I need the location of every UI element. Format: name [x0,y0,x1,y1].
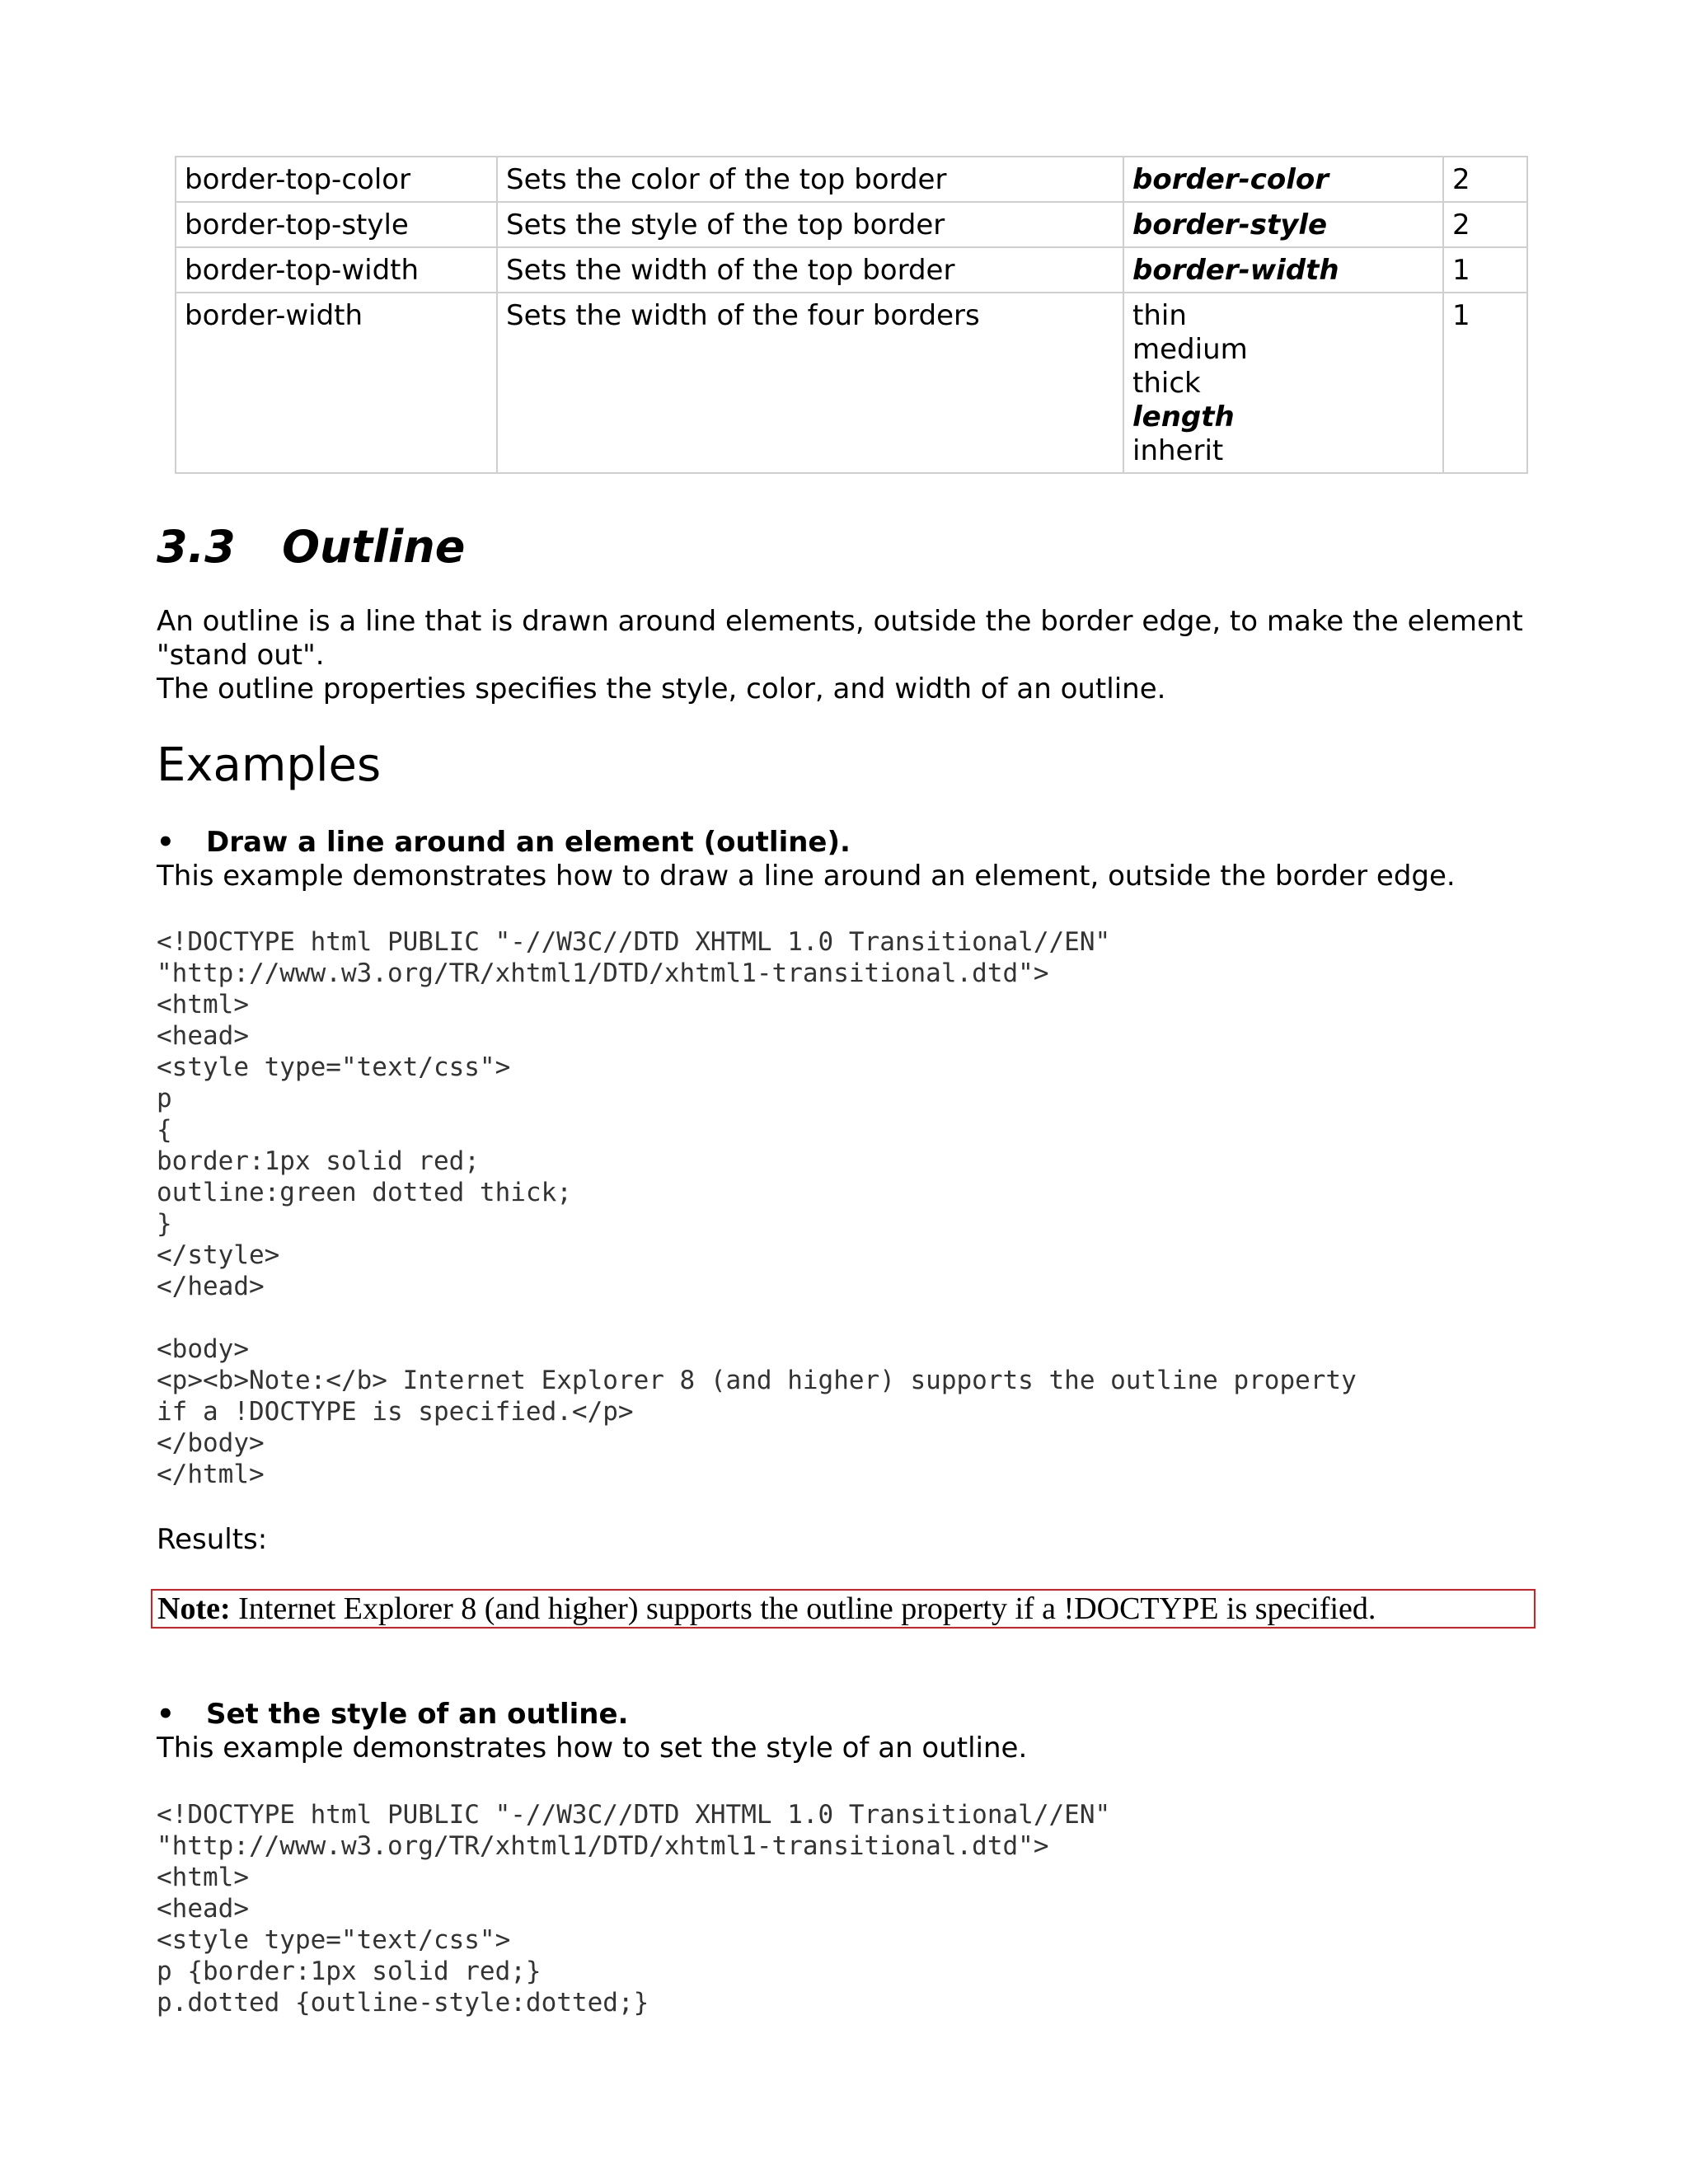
section-intro [157,605,1541,706]
css-properties-table [175,156,1528,474]
intro-paragraph: The outline properties specifies the style, color, and width of an outline. [157,673,1166,705]
value-item: medium [1132,333,1248,366]
value-item: thick [1132,367,1201,400]
values-cell: border-color [1123,157,1443,202]
property-cell: border-top-width [176,247,497,293]
example-description: This example demonstrates how to set the style of an outline. [157,1732,1028,1765]
values-cell: border-width [1123,247,1443,293]
section-title: Outline [282,521,466,573]
css-version-cell: 1 [1443,247,1527,293]
result-bold-label: Note: [157,1591,231,1626]
property-cell: border-width [176,293,497,473]
bullet-icon: • [157,826,175,859]
rendered-result [151,1589,1536,1629]
property-cell: border-top-style [176,202,497,247]
description-cell: Sets the style of the top border [497,202,1123,247]
table-row [176,157,1527,202]
values-cell: border-style [1123,202,1443,247]
examples-heading: Examples [157,738,382,792]
table-row [176,202,1527,247]
example-title [157,1698,628,1731]
values-cell [1123,293,1443,473]
table-row [176,247,1527,293]
intro-paragraph: An outline is a line that is drawn around elements, outside the border edge, to make the element "stand out". [157,605,1523,672]
property-cell: border-top-color [176,157,497,202]
example-description: This example demonstrates how to draw a line around an element, outside the border edge. [157,860,1456,893]
css-version-cell: 1 [1443,293,1527,473]
section-number: 3.3 [157,521,236,573]
table-row [176,293,1527,473]
result-text: Internet Explorer 8 (and higher) supports the outline property if a !DOCTYPE is specified. [230,1591,1376,1626]
section-heading [157,521,465,573]
example-title [157,826,851,859]
example-title-text: Draw a line around an element (outline). [206,826,851,859]
code-block: <!DOCTYPE html PUBLIC "-//W3C//DTD XHTML 1.0 Transitional//EN" "http://www.w3.org/TR/xhtml1/DTD/xhtml1-transitional.dtd"> <html> <head> <style type="text/css"> p {border:1px solid red;} p.dotted {outline-style:dotted;} [157,1800,1111,2018]
value-item: inherit [1132,434,1224,467]
results-label: Results: [157,1523,268,1556]
description-cell: Sets the color of the top border [497,157,1123,202]
code-block: <!DOCTYPE html PUBLIC "-//W3C//DTD XHTML 1.0 Transitional//EN" "http://www.w3.org/TR/xhtml1/DTD/xhtml1-transitional.dtd"> <html> <head> <style type="text/css"> p { border:1px solid red; outline:green dotted thick; } </style> </head> <body> <p><b>Note:</b> Internet Explorer 8 (and higher) supports the outline property if a !DOCTYPE is specified.</p> </body> </html> [157,927,1357,1489]
description-cell: Sets the width of the four borders [497,293,1123,473]
css-version-cell: 2 [1443,202,1527,247]
css-version-cell: 2 [1443,157,1527,202]
bullet-icon: • [157,1698,175,1731]
value-item: length [1132,401,1235,434]
description-cell: Sets the width of the top border [497,247,1123,293]
value-item: thin [1132,299,1187,332]
example-title-text: Set the style of an outline. [206,1698,629,1731]
